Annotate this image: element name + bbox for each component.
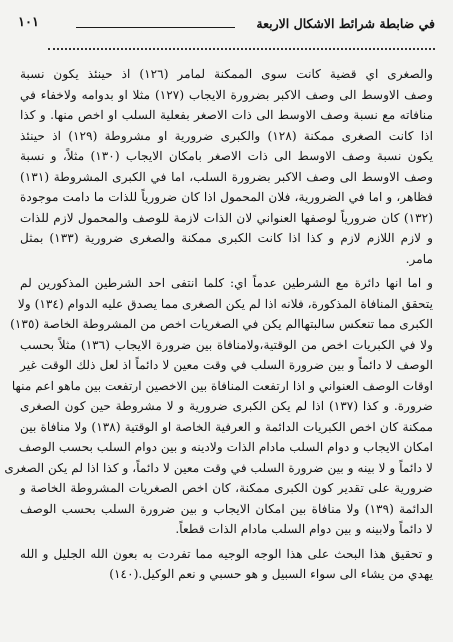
body-text <box>4 64 434 585</box>
text-line: يهدي من يشاء الى سواء السبيل و هو حسبي و نعم الوكيل.(١٤٠) <box>109 567 433 581</box>
text-line: فظاهر، و اما في الضرورية، فلان المحمول اذا كان ضرورياً للذات ما دامت موجودة <box>20 190 433 204</box>
text-line: وصف الاوسط الى وصف الاكبر بضرورة السلب، اما في الكبرى المشروطة (١٣١) <box>20 169 433 184</box>
text-line: والصغرى اي قضية كانت سوى الممكنة لمامر (١٢٦) اذ حينئذ يكون نسبة <box>20 67 433 81</box>
paragraph <box>20 544 433 585</box>
page-number: ١٠١ <box>18 15 39 30</box>
text-line: مامر. <box>405 251 433 266</box>
text-line: ضرورية على تقدير كون الكبرى ممكنة، كان اخص الصغريات المشروطة الخاصة و <box>20 481 433 495</box>
text-line: ضرورة. و كذا (١٣٧) اذا لم يكن الكبرى ضرورية و لا مشروطة حين كون الصغرى <box>20 399 434 413</box>
header-rule <box>76 27 235 28</box>
text-line: و تحقيق هذا البحث على هذا الوجه الوجيه مما تفردت به بعون الله الجليل و الله <box>20 546 433 561</box>
page-header <box>18 14 435 36</box>
text-line: ولا في الكبريات اخص من الوقتية،ولامنافاة بين ضرورة الايجاب (١٣٦) مثلاً بحسب <box>20 337 433 352</box>
text-line: ممكنة كان اخص الكبريات الدائمة و العرفية الخاصة او الوقتية (١٣٨) ولا منافاة بين <box>20 419 433 434</box>
text-line: يكون نسبة وصف الاوسط الى ذات الاصغر بامكان الايجاب (١٣٠) مثلاً، و نسبة <box>20 149 433 163</box>
text-line: الوصف لا دائماً و بين ضرورة السلب في وقت معين لا دائماً اذ لعل ذلك الوقت غير <box>20 358 433 372</box>
running-title: في ضابطة شرائط الاشكال الاربعة <box>256 16 435 31</box>
text-line: الدائمة (١٣٩) ولا منافاة بين امكان الايجاب و بين ضرورة السلب بحسب الوصف <box>20 501 433 516</box>
text-line: اوقات الوصف العنواني و اذا ارتفعت المنافاة بين الاخصين ارتفعت بين ماهو اعم منها <box>11 378 433 393</box>
paragraph <box>4 273 434 540</box>
text-line: و لازم اللازم لازم و كذا اذا كانت الكبرى ممكنة والصغرى ضرورية (١٣٣) بمثل <box>20 231 434 245</box>
text-line: اذا كانت الصغرى ممكنة (١٢٨) والكبرى ضرورية او مشروطة (١٢٩) اذ حينئذ <box>20 128 433 143</box>
text-line: (١٣٢) كان ضرورياً لوصفها العنواني لان الذات لازمة للوصف والمحمول لازم للذات <box>20 210 433 225</box>
text-line: و اما انها دائرة مع الشرطين عدماً اي: كلما انتفى احد الشرطين المذكورين لم <box>20 276 433 290</box>
text-line: وصف الاوسط الى وصف الاكبر بضرورة الايجاب (١٢٧) مثلا او بدوامه ولاخفاء في <box>20 87 434 102</box>
text-line: امكان الايجاب و دوام السلب مادام الذات ولادينه و بين دوام السلب بحسب الوصف <box>18 440 433 454</box>
dotted-separator <box>48 48 435 50</box>
text-line: لا دائماً و لا بينه و بين ضرورة السلب في وقت معين لا دائماً، و كذا اذا لم يكن الصغرى <box>4 460 433 475</box>
text-line: لا دائماً ولابينه و بين دوام السلب مادام الذات قطعاً. <box>175 522 433 536</box>
text-line: الكبرى مما تنعكس سالبتهاالم يكن في الصغريات اخص من المشروطة الخاصة (١٣٥) <box>10 317 433 331</box>
text-line: يتحقق المنافاة المذكورة، فلانه اذا لم يكن الصغرى مما يصدق عليه الدوام (١٣٤) ولا <box>17 296 433 311</box>
paragraph <box>20 64 433 269</box>
text-line: منافاته مع نسبة وصف الاوسط الى ذات الاصغر بفعلية السلب او اخص منها. و كذا <box>20 108 433 122</box>
